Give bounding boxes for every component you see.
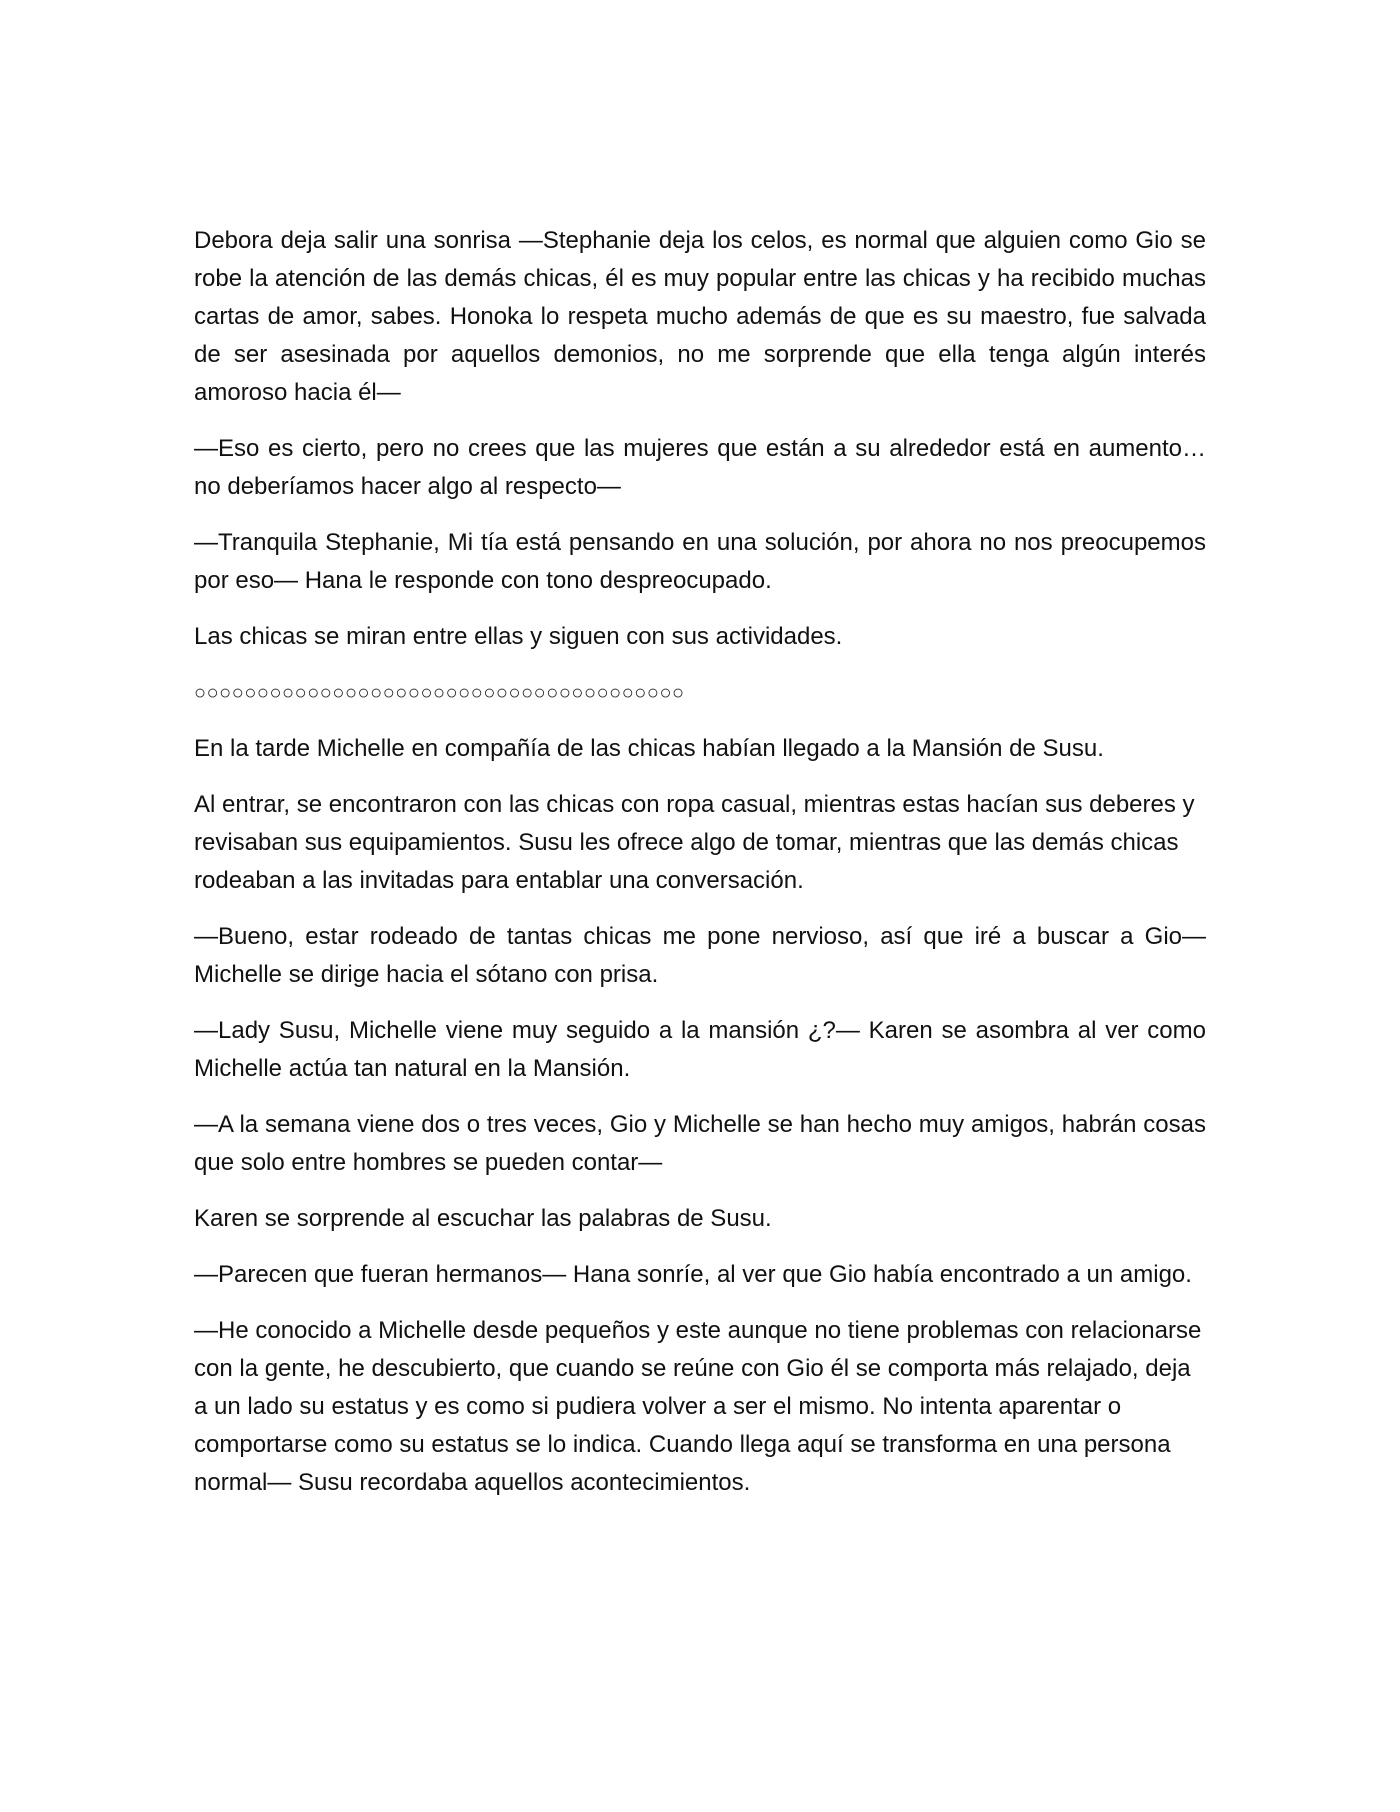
paragraph-weekly-visits: —A la semana viene dos o tres veces, Gio y Michelle se han hecho muy amigos, habrán cosas que solo entre hombres se pueden contar—: [194, 1111, 1206, 1176]
paragraph-calm-stephanie: —Tranquila Stephanie, Mi tía está pensando en una solución, por ahora no nos preocupemos por eso— Hana le responde con tono despreocupado.: [194, 529, 1206, 594]
paragraph-michelle-nervous: —Bueno, estar rodeado de tantas chicas me pone nervioso, así que iré a buscar a Gio— Michelle se dirige hacia el sótano con prisa.: [194, 923, 1206, 988]
paragraph-debora-smile: Debora deja salir una sonrisa —Stephanie deja los celos, es normal que alguien como Gio se robe la atención de las demás chicas, él es muy popular entre las chicas y ha recibido muchas cartas de amor, sabes. Honoka lo respeta mucho además de que es su maestro, fue salvada de ser asesinada por aquellos demonios, no me sorprende que ella tenga algún interés amoroso hacia él—: [194, 227, 1206, 406]
paragraph-like-brothers: —Parecen que fueran hermanos— Hana sonríe, al ver que Gio había encontrado a un amigo.: [194, 1261, 1192, 1288]
paragraph-karen-surprised: Karen se sorprende al escuchar las palabras de Susu.: [194, 1205, 772, 1232]
paragraph-girls-look: Las chicas se miran entre ellas y siguen con sus actividades.: [194, 623, 843, 650]
paragraph-women-increasing: —Eso es cierto, pero no crees que las mujeres que están a su alrededor está en aumento… no deberíamos hacer algo al respecto—: [194, 435, 1206, 500]
paragraph-karen-question: —Lady Susu, Michelle viene muy seguido a la mansión ¿?— Karen se asombra al ver como Michelle actúa tan natural en la Mansión.: [194, 1017, 1206, 1082]
paragraph-afternoon-arrival: En la tarde Michelle en compañía de las chicas habían llegado a la Mansión de Susu.: [194, 735, 1104, 762]
document-page: [194, 222, 1206, 1520]
scene-separator: ○○○○○○○○○○○○○○○○○○○○○○○○○○○○○○○○○○○○○○○: [194, 682, 685, 704]
paragraph-entering-mansion: Al entrar, se encontraron con las chicas con ropa casual, mientras estas hacían sus deberes y revisaban sus equipamientos. Susu les ofrece algo de tomar, mientras que las demás chicas rodeaban a las invitadas para entablar una conversación.: [194, 791, 1195, 894]
paragraph-susu-memory: —He conocido a Michelle desde pequeños y este aunque no tiene problemas con relacionarse con la gente, he descubierto, que cuando se reúne con Gio él se comporta más relajado, deja a un lado su estatus y es como si pudiera volver a ser el mismo. No intenta aparentar o comportarse como su estatus se lo indica. Cuando llega aquí se transforma en una persona normal— Susu recordaba aquellos acontecimientos.: [194, 1317, 1202, 1496]
